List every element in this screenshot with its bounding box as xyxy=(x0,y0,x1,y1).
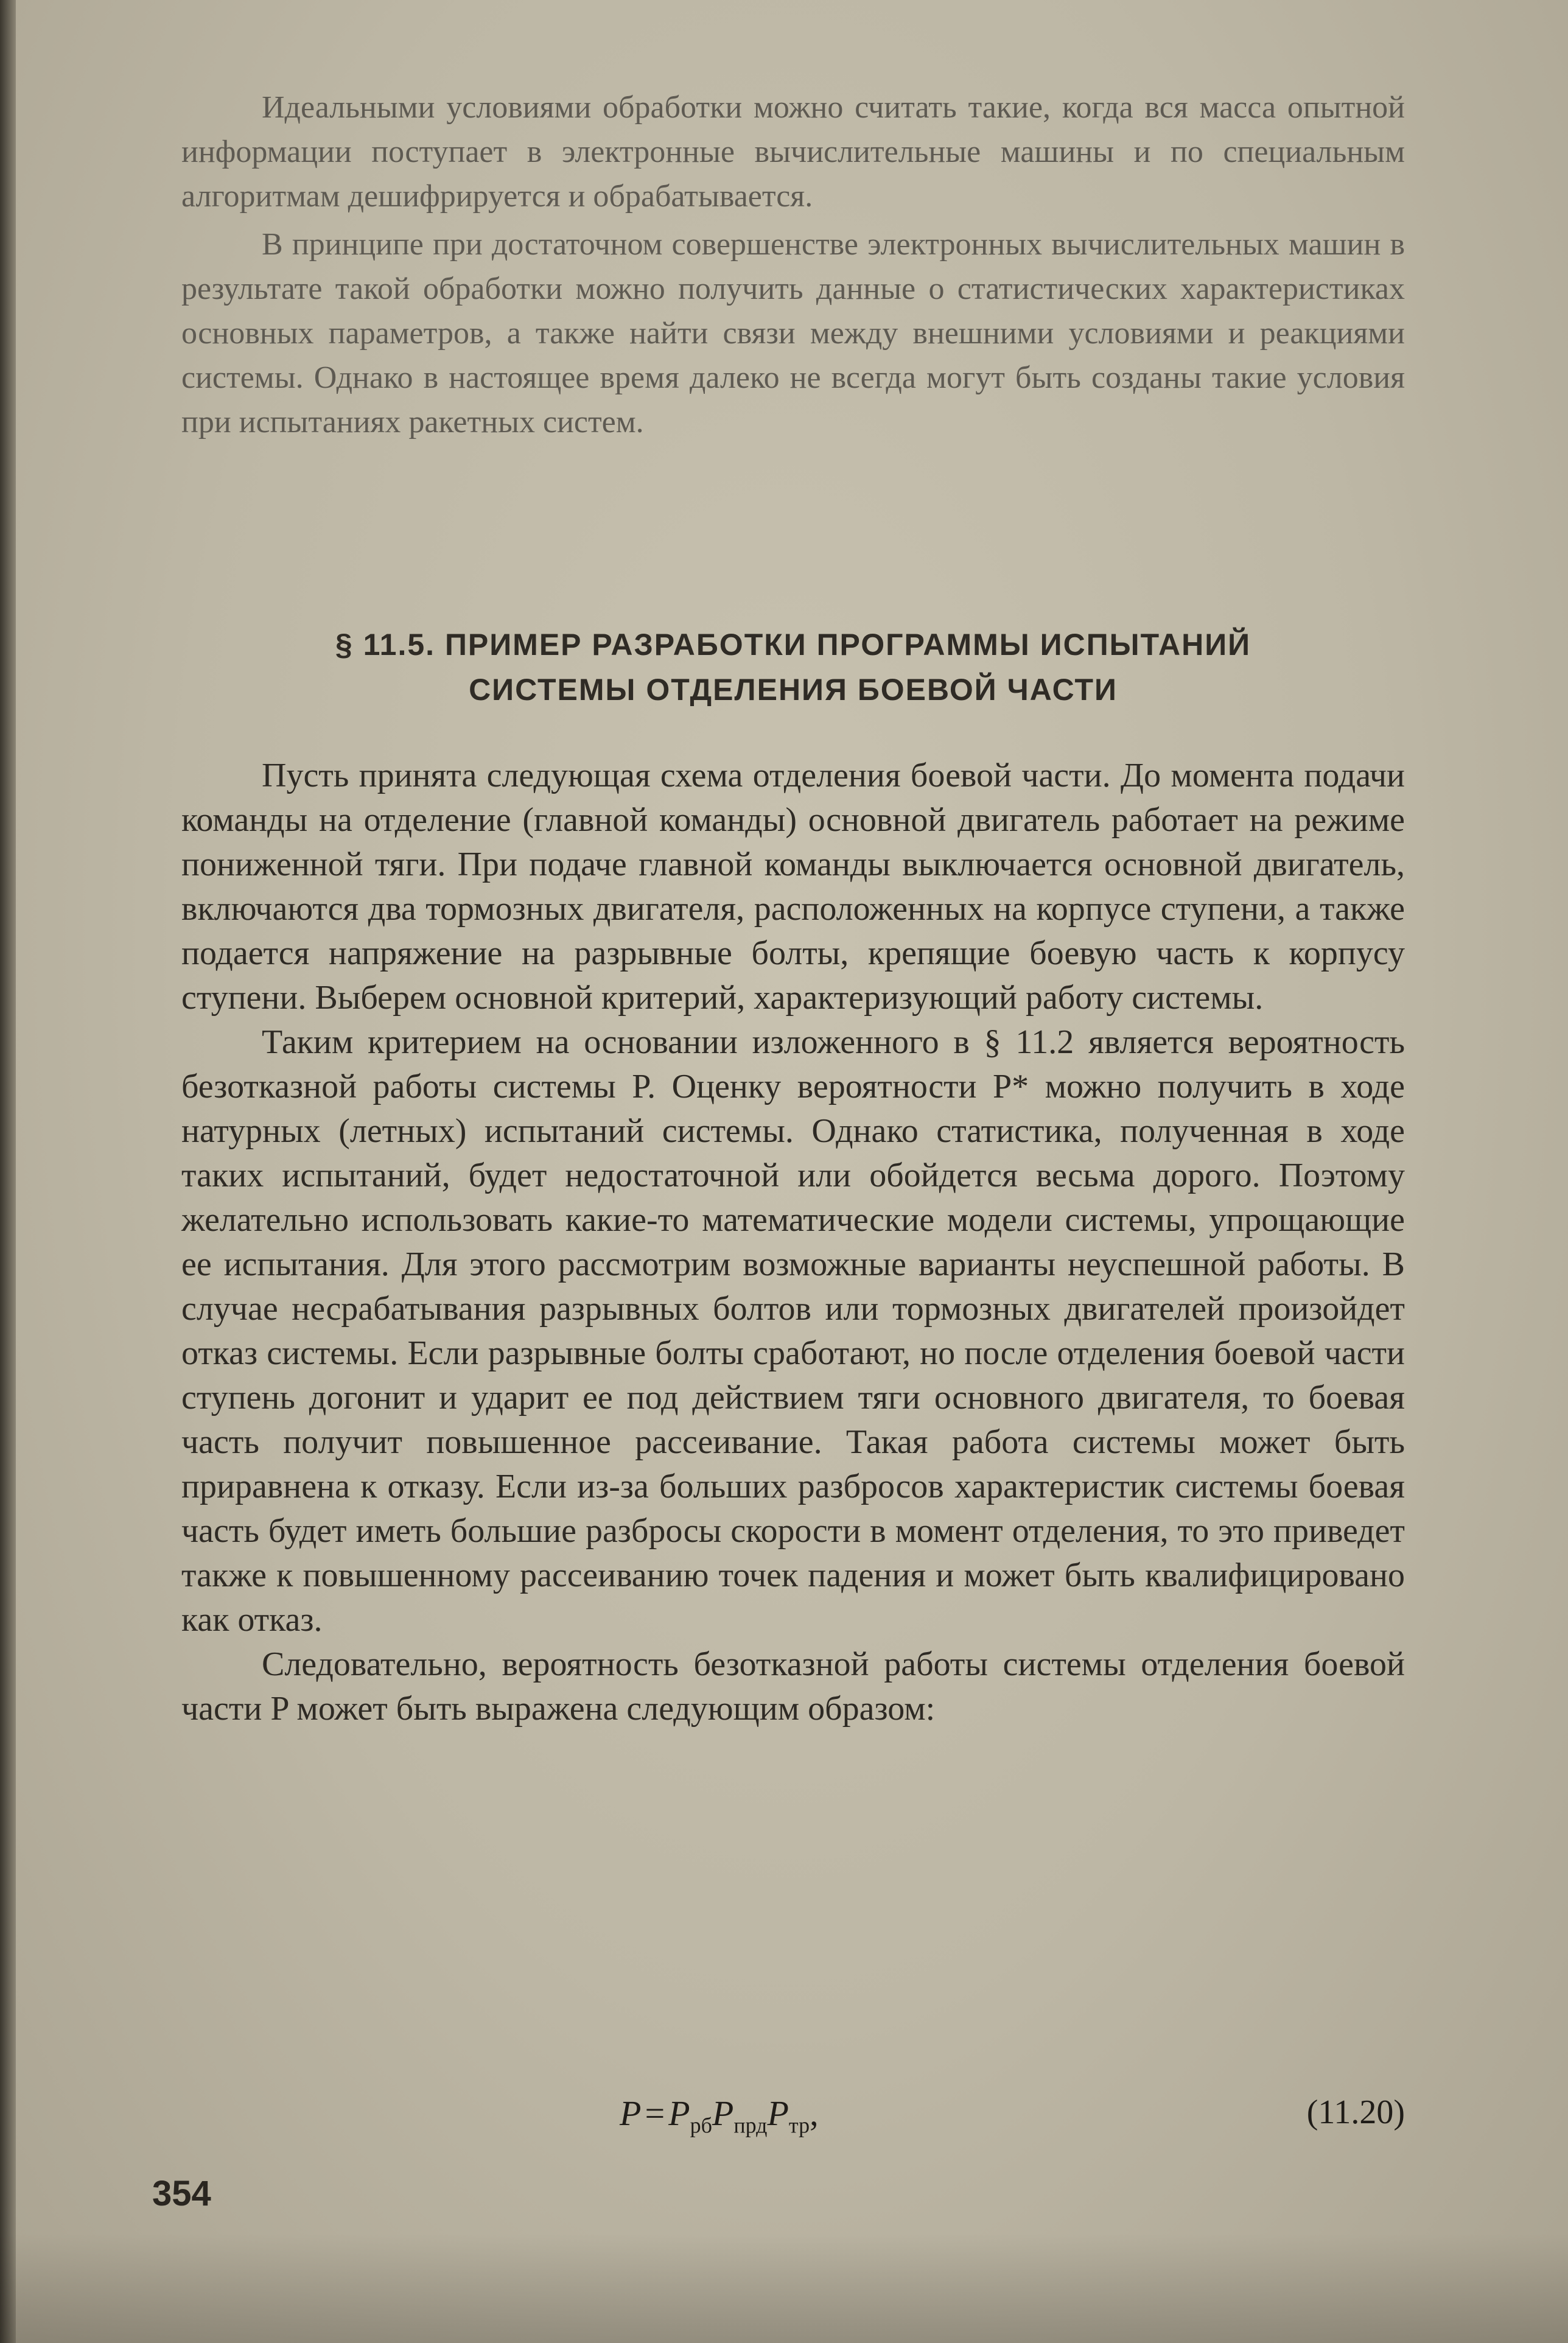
formula-factor-2-subscript: прд xyxy=(733,2113,768,2138)
formula-factor-2: P xyxy=(712,2093,734,2133)
formula-11-20 xyxy=(181,2093,1405,2142)
formula-expression xyxy=(620,2093,819,2138)
formula-number: (11.20) xyxy=(1306,2093,1405,2131)
page-binding-edge xyxy=(0,0,16,2343)
body-paragraph-2: Таким критерием на основании изложенного в § 11.2 является вероятность безотказной работы системы P. Оценку вероятности P* можно получить в ходе натурных (летных) испытаний системы. Однако статистика, полученная в ходе таких испытаний, будет недостаточной или обойдется весьма дорого. Поэтому желательно использовать какие-то математические модели системы, упрощающие ее испытания. Для этого рассмотрим возможные варианты неуспешной работы. В случае несрабатывания разрывных болтов или тормозных двигателей произойдет отказ системы. Если разрывные болты сработают, но после отделения боевой части ступень догонит и ударит ее под действием тяги основного двигателя, то боевая часть получит повышенное рассеивание. Такая работа системы может быть приравнена к отказу. Если из-за больших разбросов характеристик системы боевая часть будет иметь большие разбросы скорости в момент отделения, то это приведет также к повышенному рассеиванию точек падения и может быть квалифицировано как отказ. xyxy=(181,1023,1405,1639)
section-heading-line-2: СИСТЕМЫ ОТДЕЛЕНИЯ БОЕВОЙ ЧАСТИ xyxy=(469,673,1118,707)
section-heading xyxy=(181,622,1405,712)
formula-trailing-comma: , xyxy=(810,2093,819,2133)
formula-factor-1-subscript: рб xyxy=(690,2113,712,2138)
body-paragraph-1: Пусть принята следующая схема отделения боевой части. До момента подачи команды на отделение (главной команды) основной двигатель работает на режиме пониженной тяги. При подаче главной команды выключается основной двигатель, включаются два тормозных двигателя, расположенных на корпусе ступени, а также подается напряжение на разрывные болты, крепящие боевую часть к корпусу ступени. Выберем основной критерий, характеризующий работу системы. xyxy=(181,757,1405,1017)
body-paragraph-3: Следовательно, вероятность безотказной работы системы отделения боевой части P может быть выражена следующим образом: xyxy=(181,1645,1405,1728)
formula-factor-3: P xyxy=(767,2093,789,2133)
formula-equals: = xyxy=(645,2093,665,2133)
formula-factor-3-subscript: тр xyxy=(788,2113,810,2138)
bottom-shadow xyxy=(0,2233,1568,2343)
formula-factor-1: P xyxy=(668,2093,690,2133)
formula-lhs: P xyxy=(620,2093,642,2133)
intro-paragraph-1: Идеальными условиями обработки можно считать такие, когда вся масса опытной информации поступает в электронные вычислительные машины и по специальным алгоритмам дешифрируется и обрабатывается. xyxy=(181,90,1405,214)
intro-paragraph-2: В принципе при достаточном совершенстве электронных вычислительных машин в результате такой обработки можно получить данные о статистических характеристиках основных параметров, а также найти связи между внешними условиями и реакциями системы. Однако в настоящее время далеко не всегда могут быть созданы такие условия при испытаниях ракетных систем. xyxy=(181,227,1405,440)
section-heading-line-1: § 11.5. ПРИМЕР РАЗРАБОТКИ ПРОГРАММЫ ИСПЫТАНИЙ xyxy=(335,628,1251,662)
body-text xyxy=(181,754,1405,1731)
page-number: 354 xyxy=(152,2174,211,2213)
intro-text xyxy=(181,85,1405,444)
